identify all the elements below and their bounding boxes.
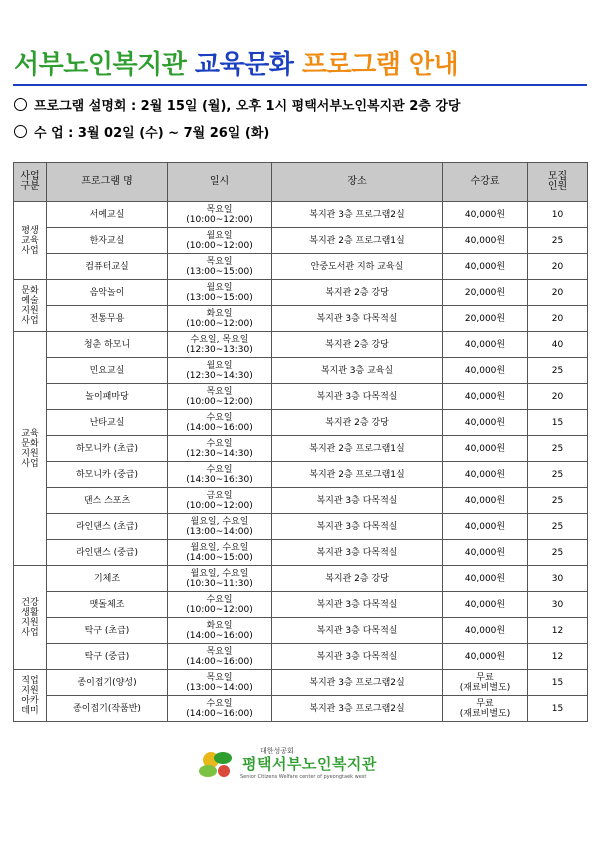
table-row	[14, 228, 588, 254]
capacity-cell: 15	[528, 410, 588, 436]
header-category: 사업 구분	[14, 163, 47, 202]
fee-cell: 무료 (재료비별도)	[443, 670, 528, 696]
capacity-cell: 25	[528, 488, 588, 514]
capacity-cell: 25	[528, 514, 588, 540]
schedule-cell: 수요일, 목요일 (12:30~13:30)	[168, 332, 272, 358]
program-name-cell: 놀이패마당	[47, 384, 168, 410]
schedule-cell: 목요일 (14:00~16:00)	[168, 644, 272, 670]
table-body	[14, 202, 588, 722]
fee-cell: 40,000원	[443, 644, 528, 670]
program-name-cell: 라인댄스 (초급)	[47, 514, 168, 540]
schedule-cell: 목요일 (13:00~14:00)	[168, 670, 272, 696]
schedule-cell: 월요일 (10:00~12:00)	[168, 228, 272, 254]
category-cell: 교육 문화 지원 사업	[14, 332, 47, 566]
program-name-cell: 댄스 스포츠	[47, 488, 168, 514]
fee-cell: 40,000원	[443, 618, 528, 644]
table-row	[14, 618, 588, 644]
place-cell: 복지관 3층 다목적실	[272, 514, 443, 540]
schedule-cell: 수요일 (14:00~16:00)	[168, 696, 272, 722]
schedule-cell: 수요일 (12:30~14:30)	[168, 436, 272, 462]
table-row	[14, 566, 588, 592]
fee-cell: 40,000원	[443, 566, 528, 592]
schedule-cell: 수요일 (14:30~16:30)	[168, 462, 272, 488]
page-title	[14, 44, 594, 84]
program-name-cell: 전통무용	[47, 306, 168, 332]
title-category: 교육문화	[194, 50, 294, 80]
table-row	[14, 306, 588, 332]
capacity-cell: 15	[528, 696, 588, 722]
fee-cell: 40,000원	[443, 436, 528, 462]
place-cell: 복지관 3층 다목적실	[272, 644, 443, 670]
place-cell: 복지관 2층 프로그램1실	[272, 228, 443, 254]
program-name-cell: 서예교실	[47, 202, 168, 228]
logo-org-name: 대한성공회	[260, 747, 294, 755]
schedule-cell: 월요일, 수요일 (13:00~14:00)	[168, 514, 272, 540]
header-program-name: 프로그램 명	[47, 163, 168, 202]
schedule-cell: 목요일 (13:00~15:00)	[168, 254, 272, 280]
place-cell: 복지관 3층 다목적실	[272, 592, 443, 618]
fee-cell: 40,000원	[443, 540, 528, 566]
place-cell: 복지관 2층 강당	[272, 332, 443, 358]
title-center-name: 서부노인복지관	[14, 50, 187, 80]
table-row	[14, 384, 588, 410]
table-row	[14, 696, 588, 722]
place-cell: 복지관 2층 프로그램1실	[272, 436, 443, 462]
schedule-cell: 화요일 (10:00~12:00)	[168, 306, 272, 332]
table-row	[14, 592, 588, 618]
fee-cell: 40,000원	[443, 384, 528, 410]
program-name-cell: 라인댄스 (중급)	[47, 540, 168, 566]
footer-logo	[196, 746, 426, 782]
capacity-cell: 20	[528, 384, 588, 410]
header-schedule: 일시	[168, 163, 272, 202]
program-name-cell: 청춘 하모니	[47, 332, 168, 358]
category-cell: 직업 지원 아카 데미	[14, 670, 47, 722]
place-cell: 복지관 3층 프로그램2실	[272, 696, 443, 722]
header-place: 장소	[272, 163, 443, 202]
place-cell: 복지관 3층 다목적실	[272, 488, 443, 514]
circle-bullet-icon	[14, 98, 27, 111]
fee-cell: 40,000원	[443, 228, 528, 254]
title-guide: 프로그램 안내	[301, 50, 459, 80]
capacity-cell: 30	[528, 566, 588, 592]
schedule-cell: 목요일 (10:00~12:00)	[168, 202, 272, 228]
place-cell: 복지관 3층 프로그램2실	[272, 670, 443, 696]
fee-cell: 40,000원	[443, 202, 528, 228]
fee-cell: 40,000원	[443, 462, 528, 488]
place-cell: 복지관 2층 강당	[272, 280, 443, 306]
program-name-cell: 컴퓨터교실	[47, 254, 168, 280]
capacity-cell: 20	[528, 254, 588, 280]
place-cell: 안중도서관 지하 교육실	[272, 254, 443, 280]
schedule-cell: 수요일 (10:00~12:00)	[168, 592, 272, 618]
category-cell: 문화 예술 지원 사업	[14, 280, 47, 332]
info-class-period	[14, 122, 269, 141]
place-cell: 복지관 3층 다목적실	[272, 384, 443, 410]
header-fee: 수강료	[443, 163, 528, 202]
program-name-cell: 탁구 (중급)	[47, 644, 168, 670]
table-row	[14, 436, 588, 462]
capacity-cell: 40	[528, 332, 588, 358]
capacity-cell: 10	[528, 202, 588, 228]
program-name-cell: 맷돌체조	[47, 592, 168, 618]
fee-cell: 40,000원	[443, 358, 528, 384]
capacity-cell: 20	[528, 306, 588, 332]
table-row	[14, 540, 588, 566]
category-cell: 건강 생활 지원 사업	[14, 566, 47, 670]
table-row	[14, 670, 588, 696]
program-name-cell: 민요교실	[47, 358, 168, 384]
place-cell: 복지관 3층 다목적실	[272, 306, 443, 332]
capacity-cell: 20	[528, 280, 588, 306]
capacity-cell: 12	[528, 644, 588, 670]
header-capacity: 모집 인원	[528, 163, 588, 202]
place-cell: 복지관 3층 프로그램2실	[272, 202, 443, 228]
fee-cell: 20,000원	[443, 280, 528, 306]
fee-cell: 40,000원	[443, 592, 528, 618]
circle-bullet-icon	[14, 125, 27, 138]
info-briefing-text: 프로그램 설명회 : 2월 15일 (월), 오후 1시 평택서부노인복지관 2층 강당	[34, 99, 461, 114]
capacity-cell: 25	[528, 436, 588, 462]
place-cell: 복지관 3층 다목적실	[272, 618, 443, 644]
capacity-cell: 25	[528, 540, 588, 566]
table-row	[14, 358, 588, 384]
table-row	[14, 514, 588, 540]
program-name-cell: 기체조	[47, 566, 168, 592]
program-name-cell: 종이접기(작품반)	[47, 696, 168, 722]
fee-cell: 40,000원	[443, 410, 528, 436]
table-row	[14, 644, 588, 670]
schedule-cell: 월요일, 수요일 (10:30~11:30)	[168, 566, 272, 592]
fee-cell: 무료 (재료비별도)	[443, 696, 528, 722]
capacity-cell: 25	[528, 228, 588, 254]
fee-cell: 40,000원	[443, 488, 528, 514]
schedule-cell: 금요일 (10:00~12:00)	[168, 488, 272, 514]
place-cell: 복지관 2층 프로그램1실	[272, 462, 443, 488]
capacity-cell: 15	[528, 670, 588, 696]
program-name-cell: 하모니카 (중급)	[47, 462, 168, 488]
category-cell: 평생 교육 사업	[14, 202, 47, 280]
schedule-cell: 월요일 (12:30~14:30)	[168, 358, 272, 384]
program-name-cell: 탁구 (초급)	[47, 618, 168, 644]
schedule-cell: 월요일 (13:00~15:00)	[168, 280, 272, 306]
leaf-cluster-logo-icon	[196, 746, 238, 782]
place-cell: 복지관 2층 강당	[272, 566, 443, 592]
program-name-cell: 한자교실	[47, 228, 168, 254]
capacity-cell: 30	[528, 592, 588, 618]
program-name-cell: 하모니카 (초급)	[47, 436, 168, 462]
place-cell: 복지관 3층 교육실	[272, 358, 443, 384]
program-name-cell: 음악놀이	[47, 280, 168, 306]
info-briefing	[14, 95, 460, 114]
capacity-cell: 25	[528, 358, 588, 384]
place-cell: 복지관 2층 강당	[272, 410, 443, 436]
fee-cell: 20,000원	[443, 306, 528, 332]
fee-cell: 40,000원	[443, 254, 528, 280]
place-cell: 복지관 3층 다목적실	[272, 540, 443, 566]
table-row	[14, 462, 588, 488]
capacity-cell: 25	[528, 462, 588, 488]
table-row	[14, 488, 588, 514]
fee-cell: 40,000원	[443, 332, 528, 358]
table-row	[14, 202, 588, 228]
schedule-cell: 수요일 (14:00~16:00)	[168, 410, 272, 436]
table-header-row	[14, 163, 588, 202]
schedule-cell: 목요일 (10:00~12:00)	[168, 384, 272, 410]
table-row	[14, 280, 588, 306]
program-table	[13, 162, 588, 722]
schedule-cell: 월요일, 수요일 (14:00~15:00)	[168, 540, 272, 566]
schedule-cell: 화요일 (14:00~16:00)	[168, 618, 272, 644]
logo-english-name: Senior Citizens Welfare center of pyeongtaek west	[240, 774, 367, 780]
info-class-period-text: 수 업 : 3월 02일 (수) ~ 7월 26일 (화)	[34, 126, 270, 141]
table-row	[14, 410, 588, 436]
table-row	[14, 332, 588, 358]
title-underline	[13, 84, 587, 86]
capacity-cell: 12	[528, 618, 588, 644]
table-row	[14, 254, 588, 280]
program-name-cell: 난타교실	[47, 410, 168, 436]
logo-center-name: 평택서부노인복지관	[242, 755, 377, 773]
fee-cell: 40,000원	[443, 514, 528, 540]
program-name-cell: 종이접기(양성)	[47, 670, 168, 696]
